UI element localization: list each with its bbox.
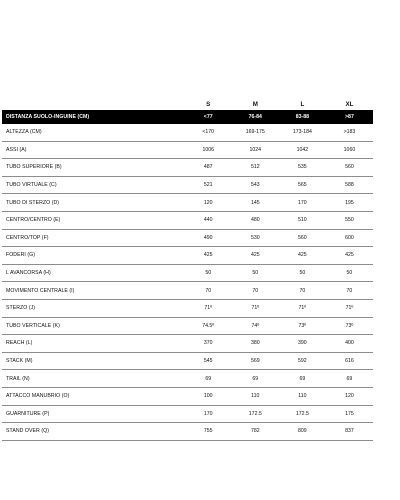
size-header-s: S xyxy=(206,100,211,108)
row-label: CENTRO/CENTRO (E) xyxy=(6,217,61,224)
table-row xyxy=(2,142,373,160)
row-label: CENTRO/TOP (F) xyxy=(6,234,49,241)
table-body xyxy=(2,124,373,441)
size-header-m: M xyxy=(252,100,258,108)
cell-l: 425 xyxy=(298,252,307,259)
cell-l: 70 xyxy=(299,287,306,294)
cell-xl: 73º xyxy=(345,322,354,329)
cell-m: 530 xyxy=(250,234,260,241)
table-row xyxy=(2,247,373,265)
cell-s: <170 xyxy=(202,129,215,136)
cell-s: 120 xyxy=(203,199,213,206)
cell-l: 560 xyxy=(298,234,307,241)
row-label: TUBO VIRTUALE (C) xyxy=(6,182,57,189)
cell-xl: 1060 xyxy=(343,146,356,153)
cell-xl: >183 xyxy=(343,129,356,136)
cell-m: 110 xyxy=(251,393,260,400)
cell-xl: 120 xyxy=(345,393,354,400)
cell-xl: 588 xyxy=(345,182,354,189)
cell-s: 74.5º xyxy=(202,322,215,329)
cell-m: 71º xyxy=(251,305,260,312)
cell-s: 100 xyxy=(203,393,213,400)
row-label: MOVIMENTO CENTRALE (I) xyxy=(6,287,75,294)
inseam-row xyxy=(2,110,373,124)
cell-l: 71º xyxy=(298,305,307,312)
geometry-table xyxy=(2,98,373,441)
cell-xl: 70 xyxy=(346,287,353,294)
cell-m: 74º xyxy=(251,322,260,329)
cell-xl: 550 xyxy=(345,217,354,224)
cell-m: 512 xyxy=(250,164,260,171)
cell-l: 83-88 xyxy=(295,114,309,120)
row-label: GUARNITURE (P) xyxy=(6,410,50,417)
table-row xyxy=(2,159,373,177)
size-header-l: L xyxy=(300,100,305,108)
cell-xl: 560 xyxy=(345,164,354,171)
row-label: ATTACCO MANUBRIO (O) xyxy=(6,393,70,400)
row-label: TRAIL (N) xyxy=(6,375,30,382)
cell-m: 169-175 xyxy=(245,129,265,136)
row-label: REACH (L) xyxy=(6,340,33,347)
cell-l: 50 xyxy=(299,270,306,277)
table-row xyxy=(2,282,373,300)
cell-xl: 50 xyxy=(346,270,353,277)
cell-l: 390 xyxy=(298,340,307,347)
cell-s: 170 xyxy=(203,410,213,417)
cell-s: 1006 xyxy=(202,146,214,153)
cell-s: 69 xyxy=(205,375,212,382)
cell-m: 480 xyxy=(250,217,260,224)
cell-l: 69 xyxy=(299,375,306,382)
cell-l: 110 xyxy=(298,393,307,400)
size-header-row xyxy=(2,98,373,110)
row-label: DISTANZA SUOLO-INGUINE (CM) xyxy=(6,114,90,120)
row-label: L AVANCORSA (H) xyxy=(6,270,51,277)
cell-s: 545 xyxy=(203,358,213,365)
cell-m: 145 xyxy=(250,199,260,206)
row-label: STACK (M) xyxy=(6,358,33,365)
cell-l: 173-184 xyxy=(292,129,312,136)
row-label: FODERI (G) xyxy=(6,252,36,259)
table-row xyxy=(2,212,373,230)
cell-s: 487 xyxy=(203,164,213,171)
row-label: STERZO (J) xyxy=(6,305,36,312)
cell-l: 565 xyxy=(298,182,307,189)
cell-m: 1024 xyxy=(249,146,262,153)
cell-xl: >87 xyxy=(345,114,354,120)
cell-s: <77 xyxy=(203,114,213,120)
cell-l: 535 xyxy=(298,164,307,171)
cell-xl: 616 xyxy=(345,358,354,365)
table-row xyxy=(2,194,373,212)
table-row xyxy=(2,423,373,441)
row-label: ASSI (A) xyxy=(6,146,27,153)
cell-l: 170 xyxy=(298,199,307,206)
cell-xl: 195 xyxy=(345,199,354,206)
row-label: TUBO SUPERIORE (B) xyxy=(6,164,62,171)
row-label: ALTEZZA (CM) xyxy=(6,129,42,136)
table-row xyxy=(2,388,373,406)
cell-l: 809 xyxy=(298,428,307,435)
table-row xyxy=(2,370,373,388)
cell-xl: 600 xyxy=(345,234,354,241)
cell-s: 70 xyxy=(205,287,212,294)
table-row xyxy=(2,124,373,142)
cell-m: 425 xyxy=(250,252,260,259)
table-row xyxy=(2,335,373,353)
cell-m: 76-84 xyxy=(248,114,262,120)
table-row xyxy=(2,353,373,371)
table-row xyxy=(2,300,373,318)
cell-xl: 175 xyxy=(345,410,354,417)
cell-l: 73º xyxy=(298,322,307,329)
size-header-xl: XL xyxy=(345,100,354,108)
cell-m: 543 xyxy=(250,182,260,189)
cell-s: 521 xyxy=(203,182,213,189)
cell-s: 755 xyxy=(203,428,213,435)
row-label: TUBO VERTICALE (K) xyxy=(6,322,60,329)
cell-s: 490 xyxy=(203,234,213,241)
cell-m: 70 xyxy=(252,287,259,294)
cell-xl: 71º xyxy=(345,305,354,312)
cell-l: 1042 xyxy=(296,146,309,153)
row-label: TUBO DI STERZO (D) xyxy=(6,199,60,206)
table-row xyxy=(2,318,373,336)
row-label: STAND OVER (Q) xyxy=(6,428,49,435)
cell-l: 592 xyxy=(298,358,307,365)
cell-m: 50 xyxy=(252,270,259,277)
table-row xyxy=(2,265,373,283)
cell-m: 69 xyxy=(252,375,259,382)
cell-l: 510 xyxy=(298,217,307,224)
table-row xyxy=(2,406,373,424)
cell-l: 172.5 xyxy=(295,410,309,417)
cell-xl: 400 xyxy=(345,340,354,347)
cell-s: 71º xyxy=(204,305,213,312)
cell-m: 380 xyxy=(250,340,260,347)
cell-xl: 69 xyxy=(346,375,353,382)
cell-xl: 837 xyxy=(345,428,354,435)
table-row xyxy=(2,177,373,195)
cell-m: 172.5 xyxy=(248,410,262,417)
table-row xyxy=(2,230,373,248)
cell-m: 569 xyxy=(250,358,260,365)
cell-xl: 425 xyxy=(345,252,354,259)
cell-s: 50 xyxy=(205,270,212,277)
cell-s: 425 xyxy=(203,252,213,259)
cell-s: 370 xyxy=(203,340,213,347)
cell-m: 782 xyxy=(250,428,260,435)
cell-s: 440 xyxy=(203,217,213,224)
